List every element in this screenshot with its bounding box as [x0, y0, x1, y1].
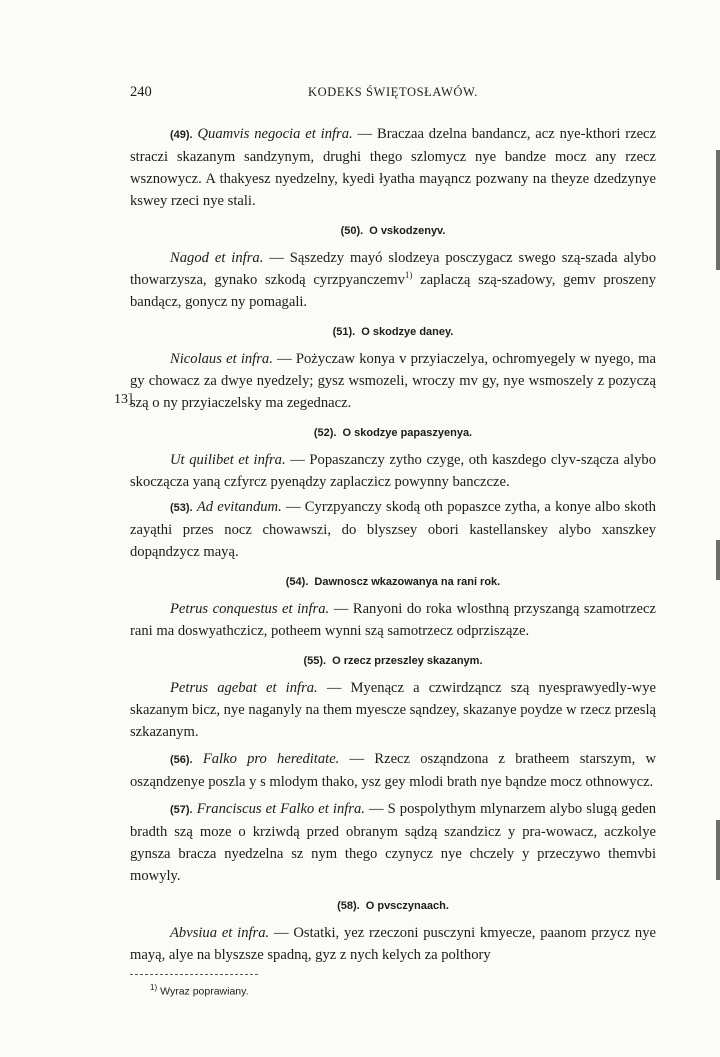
- footnote: [130, 983, 656, 998]
- section-heading: (58). O pvsczynaach.: [337, 900, 449, 912]
- page-edge-shadow: [716, 820, 720, 880]
- article-56: [130, 748, 656, 793]
- section-heading: (54). Dawnoscz wkazowanya na rani rok.: [285, 576, 501, 588]
- article-text: — Ostatki, yez rzeczoni pusczyni kmyecze, paanom przycz nye mayą, alye na blyszsze spadną, gyz z nych kelych za polthory: [130, 925, 656, 963]
- section-heading: (50). O vskodzenyv.: [340, 225, 446, 237]
- page-header: [130, 84, 656, 104]
- article-number: (56).: [170, 754, 193, 766]
- page-number: 240: [130, 84, 152, 100]
- incipit: Ad evitandum.: [196, 499, 282, 515]
- article-52: [130, 449, 656, 493]
- incipit: Petrus conquestus et infra.: [170, 601, 330, 617]
- incipit: Franciscus et Falko et infra.: [196, 801, 365, 817]
- article-text: — Sąszedzy mayó slodzeya posczygacz swego szą-szada alybo thowarzysza, gynako szkodą cyrzpyanczemv: [130, 250, 656, 288]
- incipit: Abvsiua et infra.: [170, 925, 270, 941]
- article-number: (53).: [170, 502, 193, 514]
- running-title: KODEKS ŚWIĘTOSŁAWÓW.: [307, 85, 479, 99]
- article-text: — Myenącz a czwirdząncz szą nyesprawyedly-wye skazanym bicz, nye naganyly na them myescze sąndzey, skazanye poydze w rzecz przeslą szkazanym.: [130, 680, 656, 740]
- article-text: — Popaszanczy zytho czyge, oth kaszdego clyv-szącza alybo skoczącza yaną czfyrcz pyenądzy zaplaczicz powynny banczcze.: [130, 452, 656, 490]
- article-number: (49).: [170, 129, 193, 141]
- margin-folio-note: 13]: [114, 392, 133, 407]
- article-text: — S pospolythym mlynarzem alybo slugą geden bradth szą moze o krziwdą przed obranym sądzą szandzicz y pra-wowacz, aczkolye gynsza bracza nyedzelna sz nym thego czynycz nye chczely y przeczywo themvbi mowyly.: [130, 801, 656, 884]
- incipit: Falko pro hereditate.: [202, 751, 340, 767]
- article-58: [130, 922, 656, 966]
- article-text: — Braczaa dzelna bandancz, acz nye-kthori rzecz straczi skazanym sandzynym, drughi thego szlomycz nye bandze mocz any rzecz wsznowycz. A thakyesz nyedzelny, kyedi łyatha mayąncz pozwany na theyze dzedzynye kswey rzeci nye stali.: [130, 126, 656, 209]
- footnote-rule: [130, 974, 258, 975]
- incipit: Nicolaus et infra.: [170, 351, 273, 367]
- article-number: (57).: [170, 804, 193, 816]
- incipit: Nagod et infra.: [170, 250, 264, 266]
- article-text: — Ranyoni do roka wlosthną przyszangą szamotrzecz rani ma doswyathczicz, potheem wynni szą samotrzecz odprzisząze.: [130, 601, 656, 639]
- incipit: Petrus agebat et infra.: [170, 680, 318, 696]
- page-edge-shadow: [716, 540, 720, 580]
- article-text: zaplaczą szą-szadowy, gemv proszeny bandącz, gonycz ny pomagali.: [130, 272, 657, 310]
- page: [114, 84, 657, 998]
- section-heading: (51). O skodzye daney.: [332, 326, 454, 338]
- article-51: [130, 348, 656, 414]
- article-54: [130, 598, 656, 642]
- article-49: [130, 123, 656, 212]
- incipit: Ut quilibet et infra.: [170, 452, 286, 468]
- footnote-reference: 1): [404, 270, 413, 281]
- article-55: [130, 677, 656, 743]
- article-text: — Rzecz osząndzona z bratheem starszym, w osząndzenye poszla y s mlodym thako, ysz gey mlodi brath nye bąndze mocz othnowycz.: [130, 751, 656, 790]
- page-edge-shadow: [716, 150, 720, 270]
- article-50: [130, 247, 656, 313]
- incipit: Quamvis negocia et infra.: [197, 126, 353, 142]
- article-53: [130, 496, 656, 563]
- article-text: — Pożyczaw konya v przyiaczelya, ochromyegely w nyego, ma gy chowacz za dwye nyedzely; gysz wsmozeli, wroczy mv gy, nye wsmoszely z pozyczą szą o ny przyiaczelsky ma zegednacz.: [130, 351, 656, 411]
- section-heading: (52). O skodzye papaszyenya.: [313, 427, 473, 439]
- footnote-text: Wyraz poprawiany.: [160, 985, 249, 998]
- article-text: — Cyrzpyanczy skodą oth popaszce zytha, a konye albo skoth zayąthi przes nocz chowawszi, do blyszsey obori kastellanskey alybo xanszkey dopąndzycz mayą.: [130, 499, 656, 560]
- article-57: [130, 798, 656, 887]
- footnote-mark: 1): [150, 983, 158, 992]
- section-heading: (55). O rzecz przeszley skazanym.: [303, 655, 483, 667]
- article-51-wrap: [114, 348, 656, 414]
